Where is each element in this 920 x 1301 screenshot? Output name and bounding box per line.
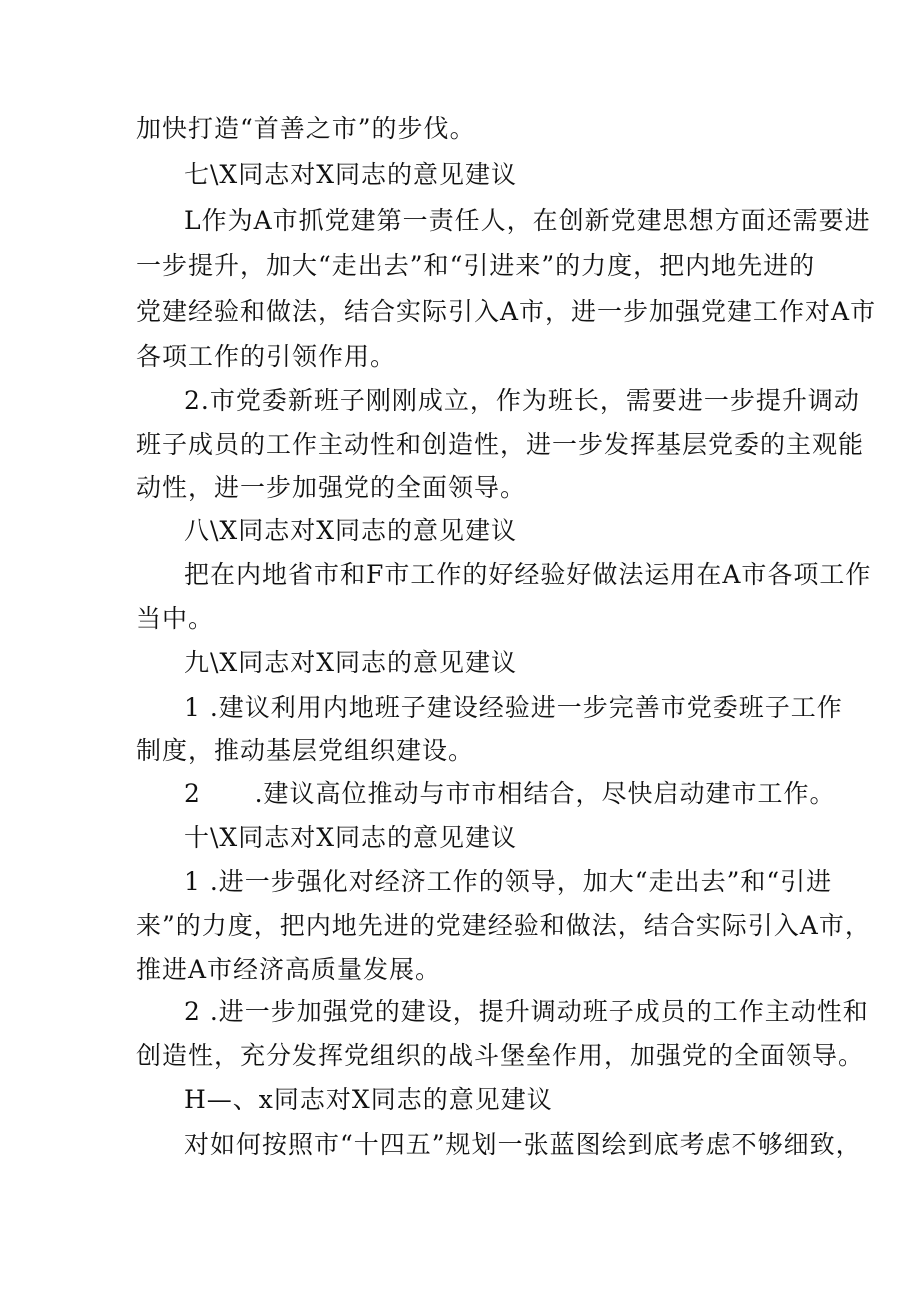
paragraph-line: 动性，进一步加强党的全面领导。	[136, 473, 527, 502]
paragraph-line: 来”的力度，把内地先进的党建经验和做法，结合实际引入A市，	[136, 911, 871, 940]
section-heading: 九\X同志对X同志的意见建议	[184, 648, 518, 677]
paragraph-line: 制度，推动基层党组织建设。	[136, 736, 475, 765]
paragraph-line: 班子成员的工作主动性和创造性，进一步发挥基层党委的主观能	[136, 430, 865, 459]
paragraph-line: 推进A市经济高质量发展。	[136, 955, 442, 984]
paragraph-line: L作为A市抓党建第一责任人，在创新党建思想方面还需要进	[184, 206, 871, 235]
paragraph-line: 创造性，充分发挥党组织的战斗堡垒作用，加强党的全面领导。	[136, 1041, 865, 1070]
paragraph-line: 2 .建议高位推动与市市相结合，尽快启动建市工作。	[184, 779, 836, 808]
paragraph-line: 加快打造“首善之市”的步伐。	[136, 114, 476, 143]
paragraph-line: 1 .进一步强化对经济工作的领导，加大“走出去”和“引进	[184, 867, 833, 896]
section-heading: H—、x同志对X同志的意见建议	[184, 1085, 553, 1114]
section-heading: 七\X同志对X同志的意见建议	[184, 160, 518, 189]
section-heading: 十\X同志对X同志的意见建议	[184, 823, 518, 852]
paragraph-line: 当中。	[136, 604, 215, 633]
paragraph-line: 2.市党委新班子刚刚成立，作为班长，需要进一步提升调动	[184, 386, 860, 415]
paragraph-line: 1 .建议利用内地班子建设经验进一步完善市党委班子工作	[184, 693, 843, 722]
section-heading: 八\X同志对X同志的意见建议	[184, 516, 518, 545]
paragraph-line: 把在内地省市和F市工作的好经验好做法运用在A市各项工作	[184, 560, 872, 589]
paragraph-line: 对如何按照市“十四五”规划一张蓝图绘到底考虑不够细致，	[184, 1130, 862, 1159]
paragraph-line: 一步提升，加大“走出去”和“引进来”的力度，把内地先进的	[136, 251, 816, 280]
paragraph-line: 2 .进一步加强党的建设，提升调动班子成员的工作主动性和	[184, 997, 869, 1026]
paragraph-line: 各项工作的引领作用。	[136, 342, 397, 371]
paragraph-line: 党建经验和做法，结合实际引入A市，进一步加强党建工作对A市	[136, 297, 877, 326]
